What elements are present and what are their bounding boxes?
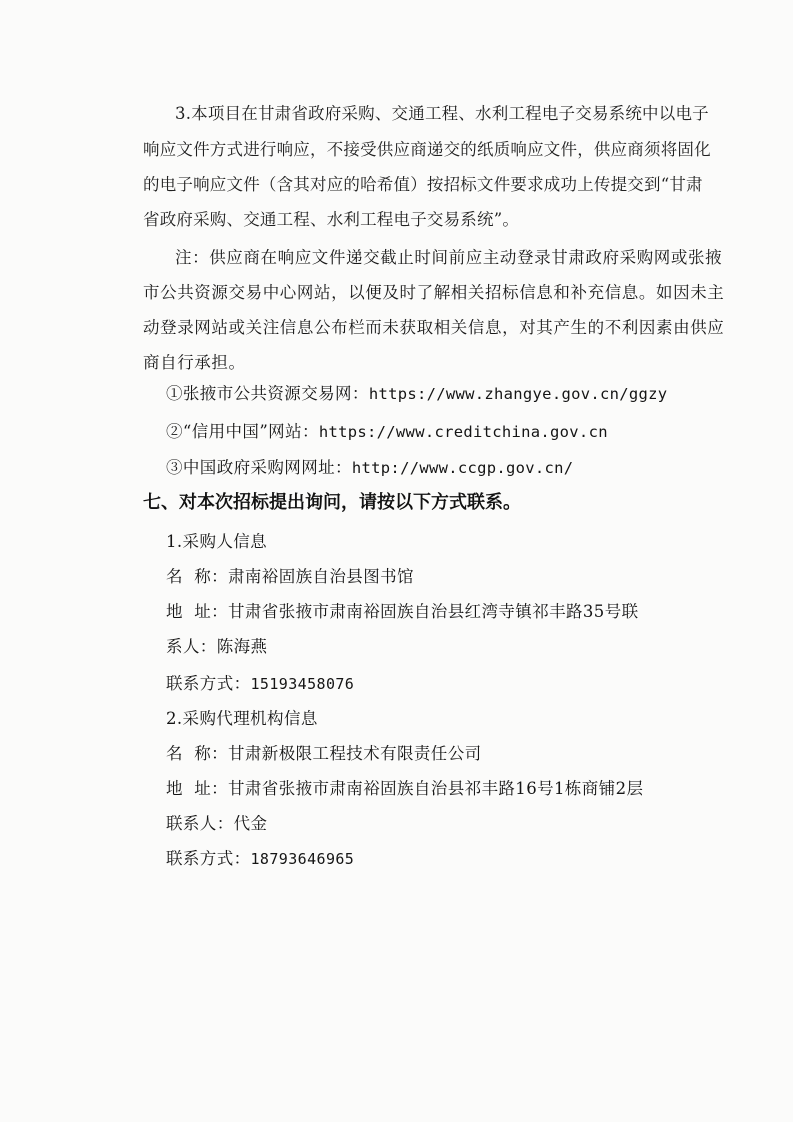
- website-item-1: [166, 386, 667, 403]
- section3-line-2: 响应文件方式进行响应，不接受供应商递交的纸质响应文件，供应商须将固化: [143, 140, 711, 159]
- website-link[interactable]: https://www.creditchina.gov.cn: [318, 423, 608, 441]
- purchaser-contact: 陈海燕: [216, 637, 268, 656]
- section3-line-3: 的电子响应文件（含其对应的哈希值）按招标文件要求成功上传提交到“甘肃: [143, 175, 703, 194]
- website-label: ③中国政府采购网网址：: [166, 458, 352, 477]
- section7-heading: 七、对本次招标提出询问，请按以下方式联系。: [143, 492, 521, 513]
- note-line-4: 商自行承担。: [143, 353, 246, 372]
- agency-phone: 18793646965: [250, 850, 355, 868]
- website-link[interactable]: http://www.ccgp.gov.cn/: [351, 459, 574, 477]
- website-link[interactable]: https://www.zhangye.gov.cn/ggzy: [368, 385, 668, 403]
- website-label: ①张掖市公共资源交易网：: [166, 384, 369, 403]
- purchaser-address-label: 地 址：: [166, 602, 228, 621]
- purchaser-phone-label: 联系方式：: [166, 674, 251, 693]
- agency-contact-row: [166, 816, 267, 833]
- purchaser-name-row: [166, 569, 414, 586]
- purchaser-contact-row: [166, 639, 267, 656]
- agency-address-row: [166, 781, 643, 798]
- note-line-2: 市公共资源交易中心网站，以便及时了解相关招标信息和补充信息。如因未主: [143, 283, 725, 302]
- section3-line-4: 省政府采购、交通工程、水利工程电子交易系统”。: [143, 210, 520, 229]
- agency-phone-row: [166, 851, 354, 868]
- purchaser-address-row: [166, 604, 639, 621]
- website-item-3: [166, 460, 573, 477]
- website-item-2: [166, 424, 608, 441]
- purchaser-name: 肃南裕固族自治县图书馆: [228, 567, 414, 586]
- agency-name: 甘肃新极限工程技术有限责任公司: [228, 744, 482, 763]
- purchaser-address: 甘肃省张掖市肃南裕固族自治县红湾寺镇祁丰路35号联: [228, 602, 639, 621]
- section3-line-1: 3.本项目在甘肃省政府采购、交通工程、水利工程电子交易系统中以电子: [175, 104, 709, 123]
- purchaser-contact-label: 系人：: [166, 637, 217, 656]
- purchaser-phone-row: [166, 676, 354, 693]
- agency-contact: 代金: [233, 814, 268, 833]
- agency-contact-label: 联系人：: [166, 814, 234, 833]
- agency-address-label: 地 址：: [166, 779, 228, 798]
- website-label: ②“信用中国”网站：: [166, 422, 319, 441]
- agency-phone-label: 联系方式：: [166, 849, 251, 868]
- purchaser-title: 1.采购人信息: [166, 532, 268, 551]
- agency-title: 2.采购代理机构信息: [166, 709, 318, 728]
- note-line-3: 动登录网站或关注信息公布栏而未获取相关信息，对其产生的不利因素由供应: [143, 318, 725, 337]
- purchaser-name-label: 名 称：: [166, 567, 228, 586]
- agency-name-row: [166, 746, 482, 763]
- agency-address: 甘肃省张掖市肃南裕固族自治县祁丰路16号1栋商铺2层: [228, 779, 644, 798]
- note-line-1: 注：供应商在响应文件递交截止时间前应主动登录甘肃政府采购网或张掖: [175, 248, 723, 267]
- purchaser-phone: 15193458076: [250, 675, 355, 693]
- agency-name-label: 名 称：: [166, 744, 228, 763]
